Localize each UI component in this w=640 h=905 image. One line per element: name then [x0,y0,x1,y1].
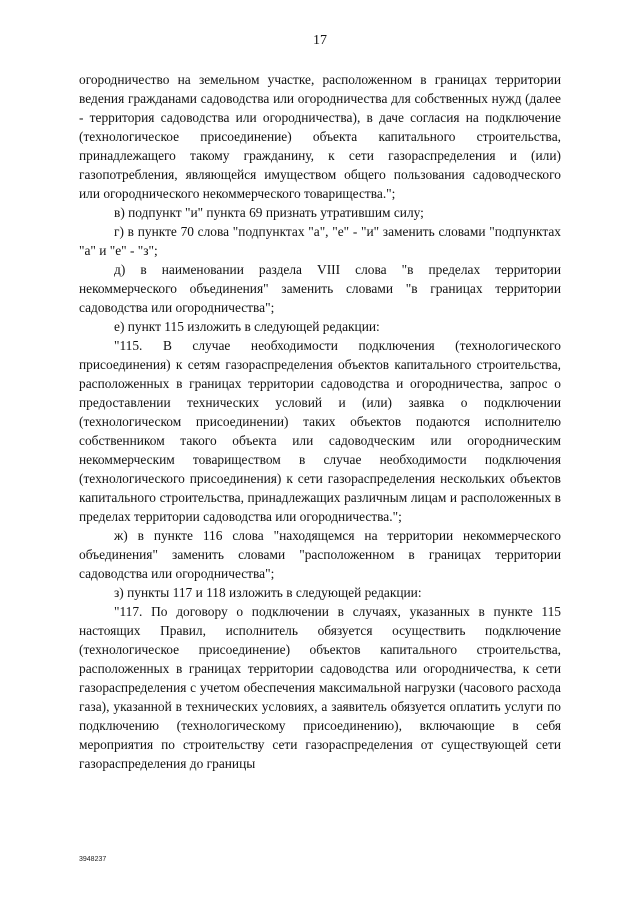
paragraph-item-v: в) подпункт "и" пункта 69 признать утратившим силу; [114,205,424,220]
page-number: 17 [313,33,327,48]
paragraph-item-e: е) пункт 115 изложить в следующей редакции: [114,319,380,334]
paragraph-continuation: огородничество на земельном участке, расположенном в границах территории ведения гражданами садоводства или огородничества для собственных нужд (далее - территория садоводства или огородничества), в даче согласия на подключение (технологическое присоединение) объекта капитального строительства, принадлежащего такому гражданину, к сети газораспределения и (или) газопотребления, являющейся имуществом общего пользования садоводческого или огороднического некоммерческого товарищества."; [79,72,561,201]
paragraph-item-d: д) в наименовании раздела VIII слова "в пределах территории некоммерческого объединения" заменить словами "в границах территории садоводства или огородничества"; [79,262,561,315]
paragraph-item-g: г) в пункте 70 слова "подпунктах "а", "е" - "и" заменить словами "подпунктах "а" и "е" - "з"; [79,224,561,258]
paragraph-item-z: з) пункты 117 и 118 изложить в следующей редакции: [114,585,422,600]
document-code: 3948237 [79,856,107,863]
paragraph-clause-115: "115. В случае необходимости подключения (технологического присоединения) к сетям газораспределения объектов капитального строительства, расположенных в границах территории садоводства и огородничества, запрос о предоставлении технических условий и (или) заявка о подключении (технологическом присоединении) таких объектов подаются исполнителю собственником такого объекта или садоводческим или огородническим некоммерческим товариществом в случае необходимости подключения (технологического присоединения) к сети газораспределения нескольких объектов капитального строительства, принадлежащих различным лицам и расположенных в пределах территории садоводства или огородничества."; [79,338,561,524]
paragraph-clause-117: "117. По договору о подключении в случаях, указанных в пункте 115 настоящих Правил, исполнитель обязуется осуществить подключение (технологическое присоединение) объектов капитального строительства, расположенных в границах территории садоводства или огородничества, к сети газораспределения с учетом обеспечения максимальной нагрузки (часового расхода газа), указанной в технических условиях, а заявитель обязуется оплатить услуги по подключению (технологическому присоединению), включающие в себя мероприятия по строительству сети газораспределения от существующей сети газораспределения до границы [79,604,561,771]
document-body [79,70,561,773]
paragraph-item-zh: ж) в пункте 116 слова "находящемся на территории некоммерческого объединения" заменить словами "расположенном в границах территории садоводства или огородничества"; [79,528,561,581]
